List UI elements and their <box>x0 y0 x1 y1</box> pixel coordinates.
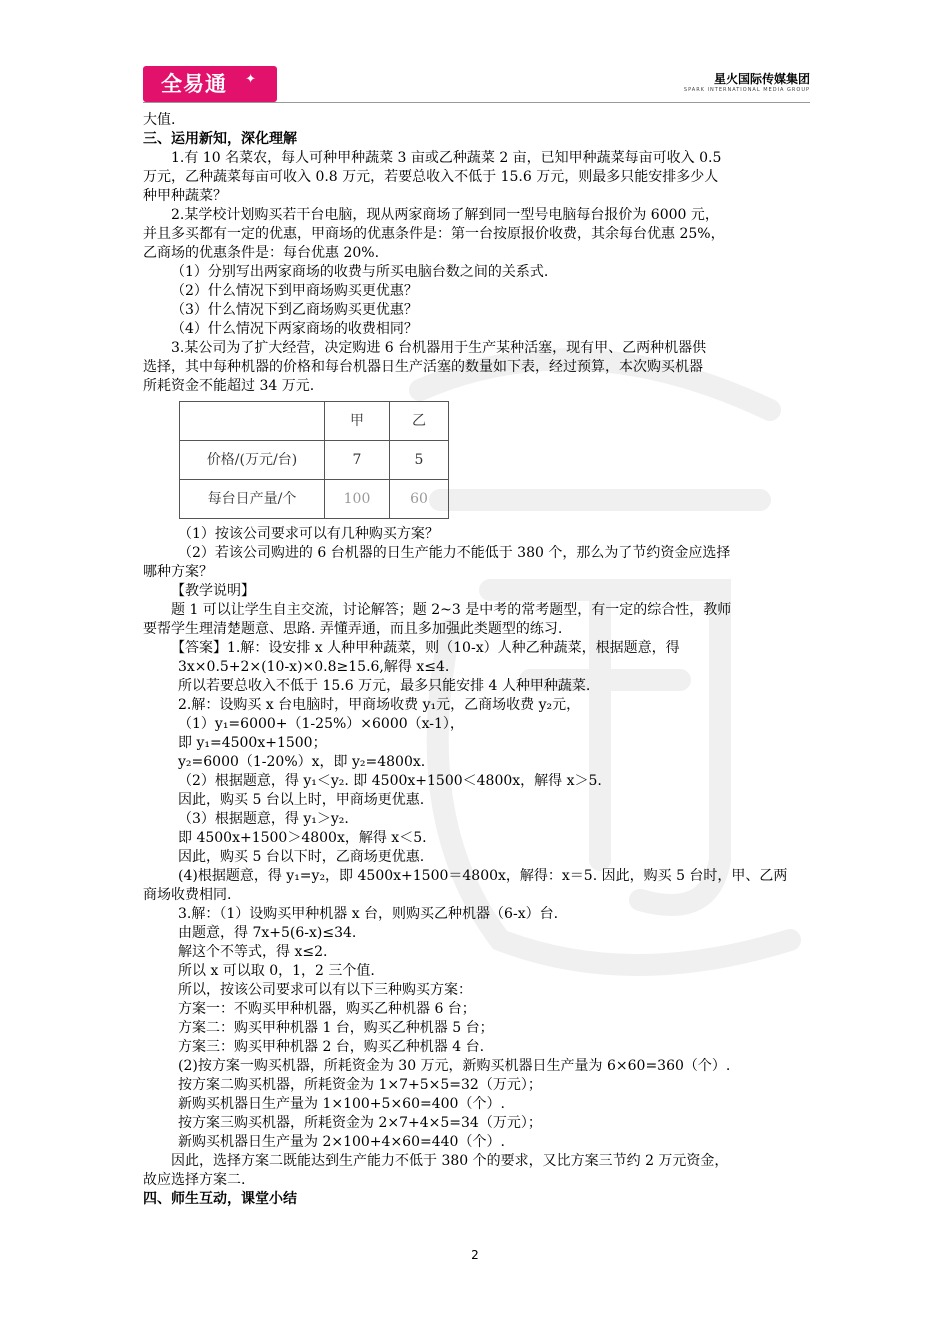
answer-2-line: y₂=6000（1-20%）x，即 y₂=4800x. <box>178 754 426 770</box>
answer-3-line: 因此，选择方案二既能达到生产能力不低于 380 个的要求，又比方案三节约 2 万元资金， <box>171 1153 729 1169</box>
question-1-line: 万元，乙种蔬菜每亩可收入 0.8 万元，若要总收入不低于 15.6 万元，则最多只能安排多少人 <box>143 169 719 185</box>
question-1-line: 种甲种蔬菜？ <box>143 188 227 204</box>
answer-2-line: 即 y₁=4500x+1500； <box>178 735 327 751</box>
answer-2-line: （2）根据题意，得 y₁＜y₂. 即 4500x+1500＜4800x，解得 x＞5. <box>178 773 602 789</box>
answer-3-line: 方案三：购买甲种机器 2 台，购买乙种机器 4 台. <box>178 1039 485 1055</box>
answer-3-line: 方案一：不购买甲种机器，购买乙种机器 6 台； <box>178 1001 476 1017</box>
table-cell: 甲 <box>325 402 390 441</box>
answer-3-line: 新购买机器日生产量为 1×100+5×60=400（个）. <box>178 1096 505 1112</box>
answer-3-line: 方案二：购买甲种机器 1 台，购买乙种机器 5 台； <box>178 1020 494 1036</box>
publisher-brand <box>682 72 810 94</box>
brand-name-cn: 星火国际传媒集团 <box>713 72 810 86</box>
brand-logo <box>143 66 277 102</box>
answer-2-line: 因此，购买 5 台以上时，甲商场更优惠. <box>178 792 425 808</box>
teaching-note-title: 【教学说明】 <box>171 583 255 599</box>
table-cell <box>180 402 325 441</box>
answer-3-line: 由题意，得 7x+5(6-x)≤34. <box>178 925 357 941</box>
logo-text: 全易通 <box>161 72 227 96</box>
text-line: 大值. <box>143 112 176 128</box>
answer-1-line: 所以若要总收入不低于 15.6 万元，最多只能安排 4 人种甲种蔬菜. <box>178 678 591 694</box>
answer-2-line: （3）根据题意，得 y₁＞y₂. <box>178 811 349 827</box>
table-cell: 100 <box>325 480 390 519</box>
answer-2-line: 商场收费相同. <box>143 887 232 903</box>
question-3-line: 所耗资金不能超过 34 万元. <box>143 378 315 394</box>
table-cell: 价格/(万元/台) <box>180 441 325 480</box>
question-2-sub: （1）分别写出两家商场的收费与所买电脑台数之间的关系式. <box>171 264 549 280</box>
question-2-line: 乙商场的优惠条件是：每台优惠 20%. <box>143 245 380 261</box>
table-cell: 7 <box>325 441 390 480</box>
brand-name-en: SPARK INTERNATIONAL MEDIA GROUP <box>683 87 810 93</box>
document-body <box>143 111 810 1209</box>
answer-3-line: 按方案二购买机器，所耗资金为 1×7+5×5=32（万元）； <box>178 1077 542 1093</box>
header-divider <box>143 102 810 103</box>
question-1-line: 1.有 10 名菜农，每人可种甲种蔬菜 3 亩或乙种蔬菜 2 亩，已知甲种蔬菜每亩可收入 0.5 <box>171 150 722 166</box>
question-2-sub: （2）什么情况下到甲商场购买更优惠？ <box>171 283 418 299</box>
answer-3-line: (2)按方案一购买机器，所耗资金为 30 万元，新购买机器日生产量为 6×60=360（个）. <box>178 1058 731 1074</box>
teaching-note-line: 要帮学生理清楚题意、思路. 弄懂弄通，而且多加强此类题型的练习. <box>143 621 563 637</box>
answer-1-line: 3x×0.5+2×(10-x)×0.8≥15.6,解得 x≤4. <box>178 659 450 675</box>
page-header <box>0 0 950 110</box>
answer-3-line: 新购买机器日生产量为 2×100+4×60=440（个）. <box>178 1134 505 1150</box>
answer-3-line: 所以 x 可以取 0，1，2 三个值. <box>178 963 375 979</box>
table-cell: 5 <box>390 441 449 480</box>
answer-2-line: 2.解：设购买 x 台电脑时，甲商场收费 y₁元，乙商场收费 y₂元， <box>178 697 581 713</box>
teaching-note-line: 题 1 可以让学生自主交流，讨论解答；题 2~3 是中考的常考题型，有一定的综合性，教师 <box>171 602 732 618</box>
table-cell: 乙 <box>390 402 449 441</box>
machine-table <box>179 401 449 519</box>
answer-3-line: 解这个不等式，得 x≤2. <box>178 944 328 960</box>
answer-3-line: 所以，按该公司要求可以有以下三种购买方案： <box>178 982 472 998</box>
question-3-sub: （1）按该公司要求可以有几种购买方案？ <box>178 526 439 542</box>
answer-3-line: 3.解：（1）设购买甲种机器 x 台，则购买乙种机器（6-x）台. <box>178 906 559 922</box>
sparkle-icon: ✦ <box>245 72 257 87</box>
table-cell: 每台日产量/个 <box>180 480 325 519</box>
question-2-sub: （3）什么情况下到乙商场购买更优惠？ <box>171 302 418 318</box>
question-3-sub: 哪种方案？ <box>143 564 213 580</box>
answer-3-line: 按方案三购买机器，所耗资金为 2×7+4×5=34（万元）； <box>178 1115 542 1131</box>
question-3-sub: （2）若该公司购进的 6 台机器的日生产能力不能低于 380 个，那么为了节约资金应选择 <box>178 545 731 561</box>
answer-2-line: (4)根据题意，得 y₁=y₂，即 4500x+1500＝4800x，解得：x＝5. 因此，购买 5 台时，甲、乙两 <box>178 868 788 884</box>
answer-1-line: 【答案】1.解：设安排 x 人种甲种蔬菜，则（10-x）人种乙种蔬菜，根据题意，得 <box>171 640 680 656</box>
page-number: 2 <box>471 1248 479 1262</box>
section-heading-4: 四、师生互动，课堂小结 <box>143 1191 297 1207</box>
table-row <box>180 480 449 519</box>
table-header-row <box>180 402 449 441</box>
question-2-sub: （4）什么情况下两家商场的收费相同？ <box>171 321 418 337</box>
table-cell: 60 <box>390 480 449 519</box>
question-2-line: 2.某学校计划购买若干台电脑，现从两家商场了解到同一型号电脑每台报价为 6000 元， <box>171 207 719 223</box>
answer-3-line: 故应选择方案二. <box>143 1172 246 1188</box>
answer-2-line: （1）y₁=6000+（1-25%）×6000（x-1）， <box>178 716 464 732</box>
answer-2-line: 因此，购买 5 台以下时，乙商场更优惠. <box>178 849 425 865</box>
section-heading-3: 三、运用新知，深化理解 <box>143 131 297 147</box>
question-3-line: 选择，其中每种机器的价格和每台机器日生产活塞的数量如下表，经过预算，本次购买机器 <box>143 359 703 375</box>
question-3-line: 3.某公司为了扩大经营，决定购进 6 台机器用于生产某种活塞，现有甲、乙两种机器供 <box>171 340 707 356</box>
question-2-line: 并且多买都有一定的优惠，甲商场的优惠条件是：第一台按原报价收费，其余每台优惠 25%， <box>143 226 725 242</box>
answer-2-line: 即 4500x+1500＞4800x，解得 x＜5. <box>178 830 427 846</box>
table-row <box>180 441 449 480</box>
